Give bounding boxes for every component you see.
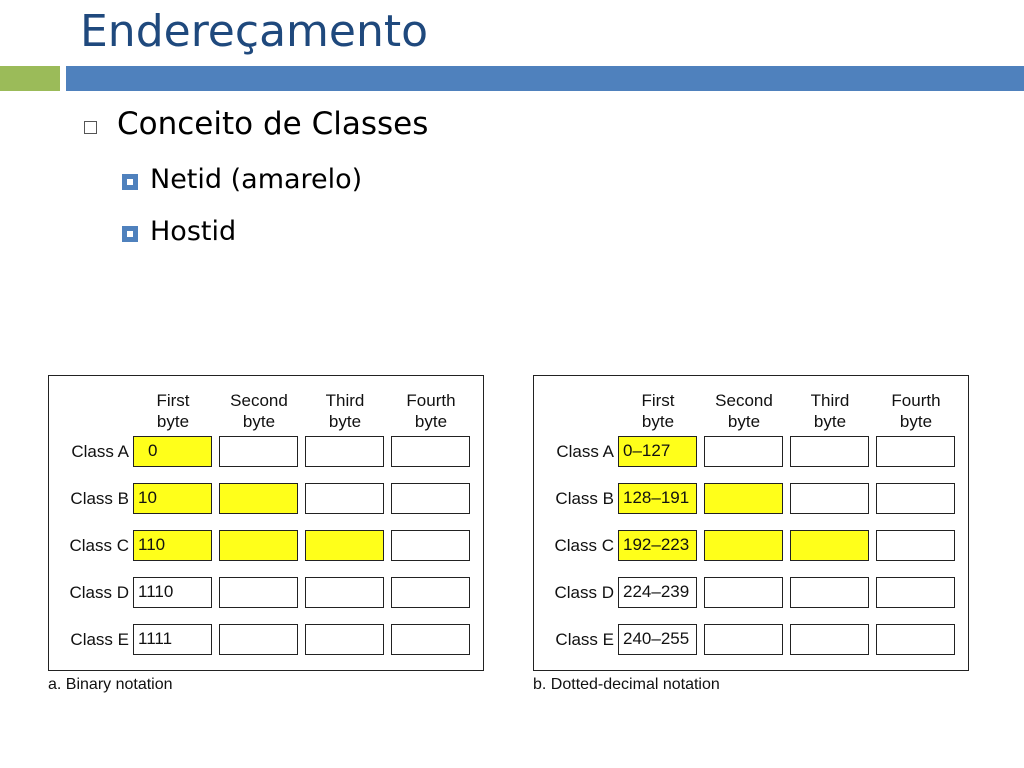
column-header xyxy=(618,390,698,432)
class-label: Class B xyxy=(555,489,614,508)
class-label: Class E xyxy=(70,630,129,649)
column-header-line: Third xyxy=(810,391,850,410)
hostid-byte-cell xyxy=(391,483,470,514)
column-header-line: byte xyxy=(899,412,933,431)
class-label: Class E xyxy=(555,630,614,649)
class-label: Class D xyxy=(554,583,614,602)
class-label: Class B xyxy=(70,489,129,508)
hostid-byte-cell xyxy=(305,436,384,467)
column-header-line: byte xyxy=(156,412,190,431)
hostid-byte-cell xyxy=(219,436,298,467)
bullet-text: Conceito de Classes xyxy=(117,106,429,142)
hostid-byte-cell xyxy=(790,436,869,467)
bullet-text: Netid (amarelo) xyxy=(150,164,363,195)
column-header xyxy=(876,390,956,432)
binary-notation-diagram xyxy=(48,375,484,671)
column-header-line: byte xyxy=(414,412,448,431)
hostid-byte-cell xyxy=(391,624,470,655)
hostid-byte-cell xyxy=(704,624,783,655)
hostid-byte-cell xyxy=(704,577,783,608)
class-label: Class A xyxy=(71,442,129,461)
column-header xyxy=(391,390,471,432)
hostid-byte-cell xyxy=(391,436,470,467)
column-header-line: Second xyxy=(715,391,773,410)
dotted-decimal-notation-diagram xyxy=(533,375,969,671)
hostid-byte-cell xyxy=(219,577,298,608)
netid-byte-cell xyxy=(704,483,783,514)
hostid-byte-cell xyxy=(876,624,955,655)
hollow-square-bullet-icon xyxy=(84,121,97,134)
column-header xyxy=(704,390,784,432)
netid-byte-cell xyxy=(790,530,869,561)
class-label: Class D xyxy=(69,583,129,602)
hostid-byte-cell xyxy=(305,624,384,655)
column-header xyxy=(219,390,299,432)
slide-title: Endereçamento xyxy=(80,6,429,57)
diagram-caption: b. Dotted-decimal notation xyxy=(533,676,720,693)
filled-square-bullet-icon xyxy=(122,174,138,190)
column-header-line: byte xyxy=(328,412,362,431)
hostid-byte-cell xyxy=(790,624,869,655)
hostid-byte-cell: 240–255 xyxy=(618,624,697,655)
column-header-line: byte xyxy=(727,412,761,431)
hostid-byte-cell xyxy=(305,577,384,608)
title-accent-bar-green xyxy=(0,66,60,91)
filled-square-bullet-icon xyxy=(122,226,138,242)
title-accent-bar-blue xyxy=(66,66,1024,91)
netid-byte-cell xyxy=(305,530,384,561)
netid-byte-cell xyxy=(219,530,298,561)
netid-byte-cell: 128–191 xyxy=(618,483,697,514)
class-label: Class A xyxy=(556,442,614,461)
column-header-line: Third xyxy=(325,391,365,410)
hostid-byte-cell xyxy=(391,577,470,608)
hostid-byte-cell xyxy=(219,624,298,655)
bullet-level2-hostid xyxy=(122,216,236,247)
netid-byte-cell xyxy=(219,483,298,514)
hostid-byte-cell: 1110 xyxy=(133,577,212,608)
column-header-line: Fourth xyxy=(891,391,941,410)
column-header-line: byte xyxy=(242,412,276,431)
column-header-line: byte xyxy=(641,412,675,431)
column-header-line: Fourth xyxy=(406,391,456,410)
column-header xyxy=(790,390,870,432)
netid-byte-cell: 110 xyxy=(133,530,212,561)
hostid-byte-cell xyxy=(391,530,470,561)
hostid-byte-cell xyxy=(876,577,955,608)
bullet-level2-netid xyxy=(122,164,362,195)
bullet-text: Hostid xyxy=(150,216,237,247)
hostid-byte-cell xyxy=(790,577,869,608)
class-label: Class C xyxy=(69,536,129,555)
hostid-byte-cell xyxy=(876,436,955,467)
hostid-byte-cell: 224–239 xyxy=(618,577,697,608)
hostid-byte-cell: 1111 xyxy=(133,624,212,655)
netid-byte-cell: 10 xyxy=(133,483,212,514)
column-header xyxy=(305,390,385,432)
netid-byte-cell xyxy=(704,530,783,561)
column-header-line: First xyxy=(641,391,675,410)
hostid-byte-cell xyxy=(876,483,955,514)
hostid-byte-cell xyxy=(704,436,783,467)
netid-byte-cell: 0 xyxy=(133,436,212,467)
hostid-byte-cell xyxy=(790,483,869,514)
netid-byte-cell: 0–127 xyxy=(618,436,697,467)
class-label: Class C xyxy=(554,536,614,555)
column-header-line: Second xyxy=(230,391,288,410)
hostid-byte-cell xyxy=(305,483,384,514)
column-header-line: First xyxy=(156,391,190,410)
column-header xyxy=(133,390,213,432)
bullet-level1 xyxy=(84,106,428,142)
column-header-line: byte xyxy=(813,412,847,431)
netid-byte-cell: 192–223 xyxy=(618,530,697,561)
hostid-byte-cell xyxy=(876,530,955,561)
diagram-caption: a. Binary notation xyxy=(48,676,173,693)
